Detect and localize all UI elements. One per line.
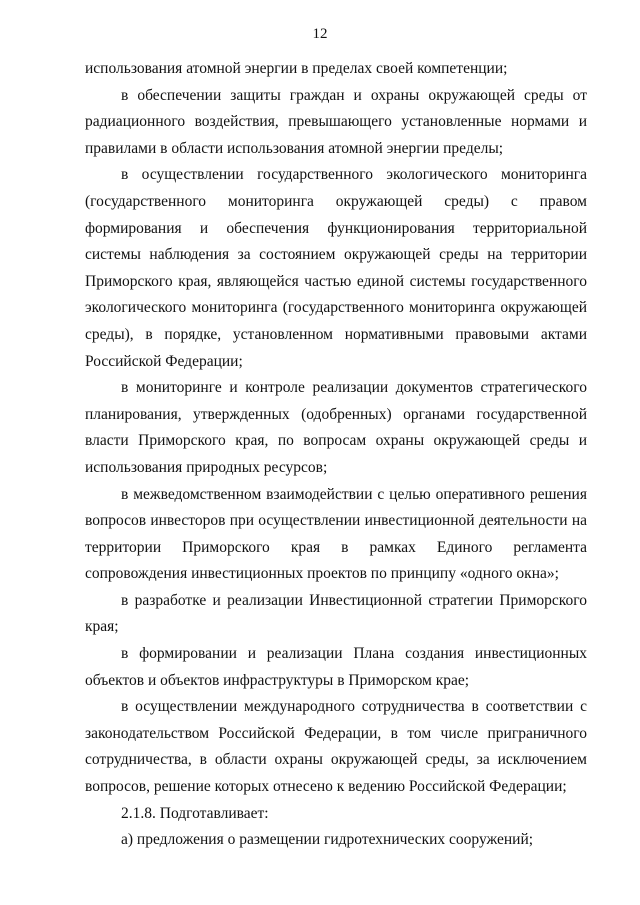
paragraph-atomic-energy-competence: использования атомной энергии в пределах своей компетенции; bbox=[85, 60, 508, 77]
paragraph-international-cooperation: в осуществлении международного сотрудничества в соответствии с законодательством Российской Федерации, в том числе приграничного сотрудничества, в области охраны окружающей среды, за исключением вопросов, решение которых отнесено к ведению Российской Федерации; bbox=[85, 698, 587, 796]
paragraph-investment-objects-plan: в формировании и реализации Плана создания инвестиционных объектов и объектов инфраструктуры в Приморском крае; bbox=[85, 645, 587, 689]
document-body bbox=[85, 56, 587, 854]
paragraph-investment-strategy: в разработке и реализации Инвестиционной стратегии Приморского края; bbox=[85, 591, 587, 636]
page-number: 12 bbox=[312, 26, 328, 42]
paragraph-section-2-1-8: 2.1.8. Подготавливает: bbox=[121, 804, 269, 822]
paragraph-item-a-hydraulic-structures: а) предложения о размещении гидротехнических сооружений; bbox=[121, 831, 534, 849]
paragraph-ecological-monitoring: в осуществлении государственного экологического мониторинга (государственного мониторинга окружающей среды) с правом формирования и обеспечения функционирования территориальной системы наблюдения за состоянием окружающей среды на территории Приморского края, являющейся частью единой системы государственного экологического мониторинга (государственного мониторинга окружающей среды), в порядке, установленном нормативными правовыми актами Российской Федерации; bbox=[85, 166, 587, 370]
paragraph-strategic-planning-monitoring: в мониторинге и контроле реализации документов стратегического планирования, утвержденных (одобренных) органами государственной власти Приморского края, по вопросам охраны окружающей среды и использования природных ресурсов; bbox=[85, 379, 587, 476]
paragraph-interagency-interaction: в межведомственном взаимодействии с целью оперативного решения вопросов инвесторов при осуществлении инвестиционной деятельности на территории Приморского края в рамках Единого регламента сопровождения инвестиционных проектов по принципу «одного окна»; bbox=[85, 485, 587, 583]
paragraph-radiation-protection: в обеспечении защиты граждан и охраны окружающей среды от радиационного воздействия, превышающего установленные нормами и правилами в области использования атомной энергии пределы; bbox=[85, 86, 587, 157]
